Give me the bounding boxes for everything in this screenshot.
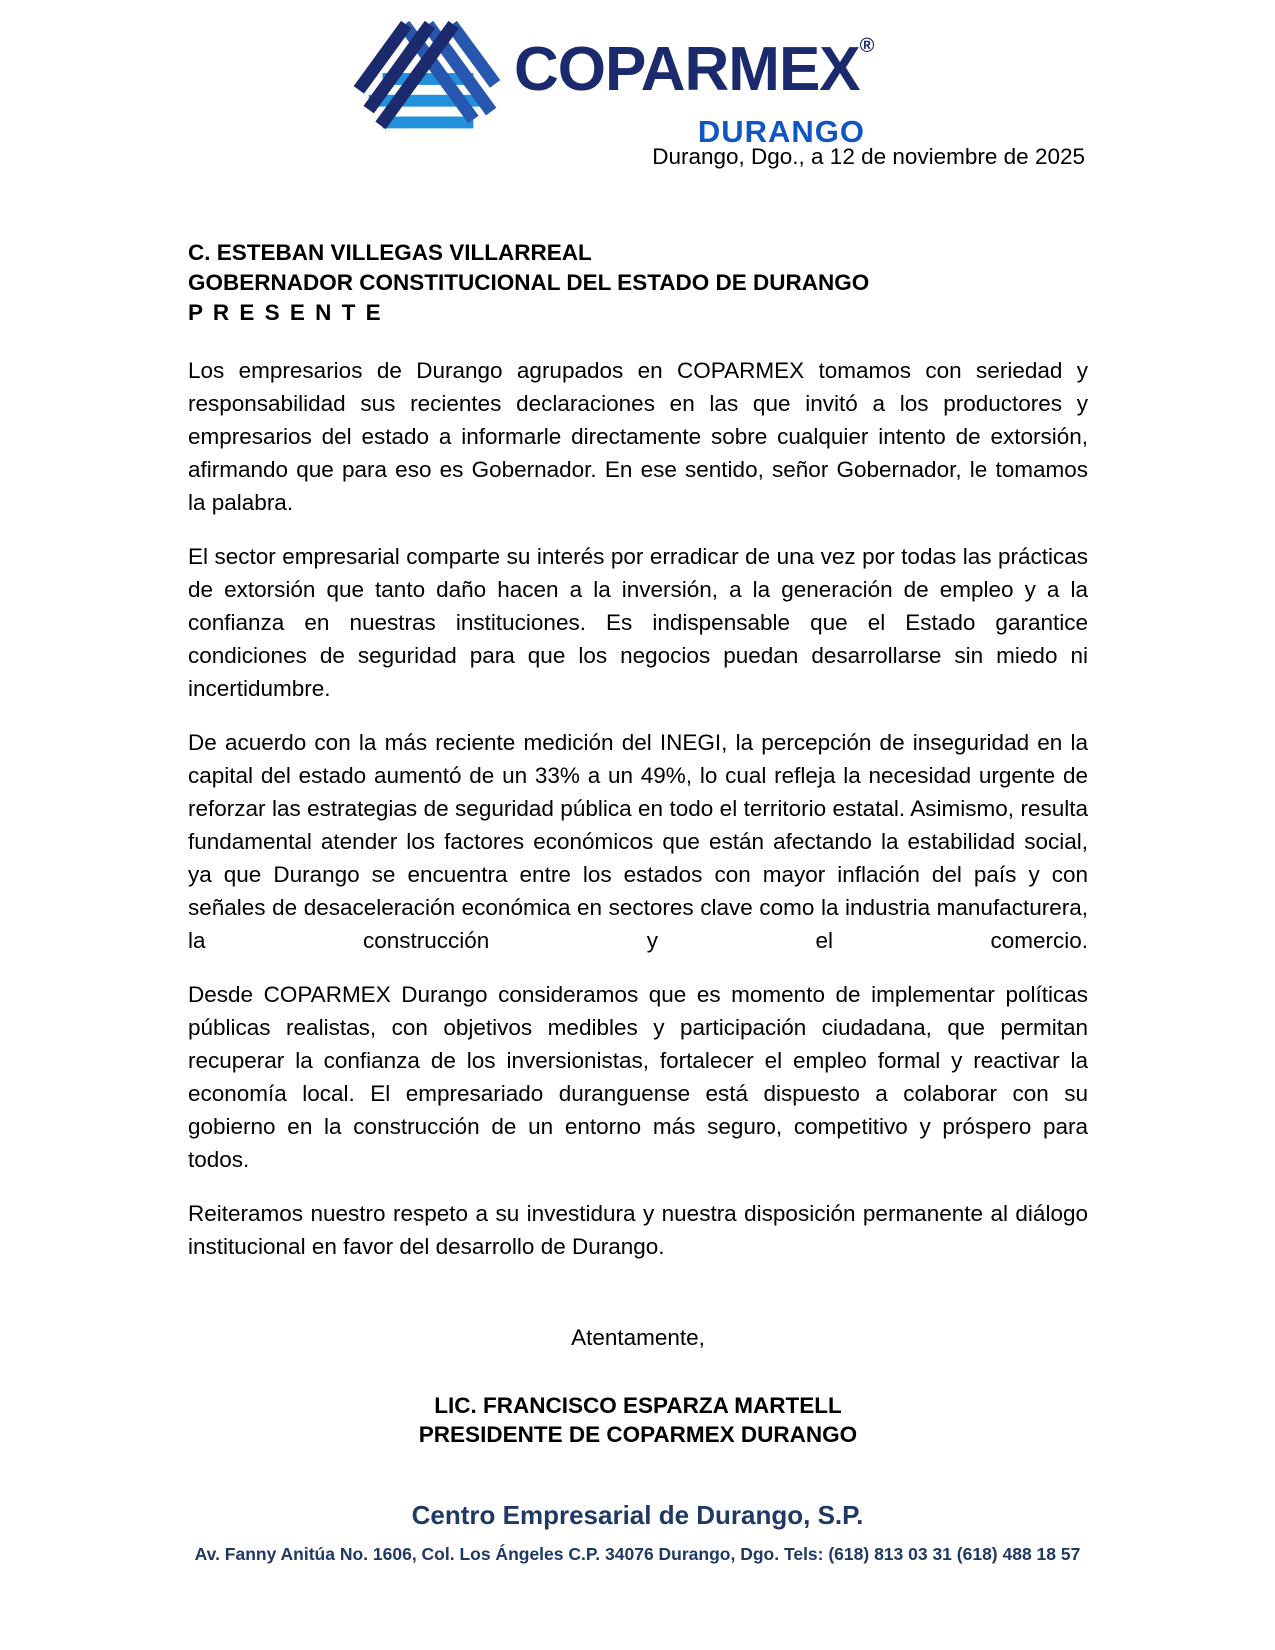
dateline: Durango, Dgo., a 12 de noviembre de 2025 <box>652 144 1085 169</box>
letter-content <box>188 238 1088 1449</box>
recipient-title: GOBERNADOR CONSTITUCIONAL DEL ESTADO DE DURANGO <box>188 270 870 295</box>
letter-paragraph: Reiteramos nuestro respeto a su investidura y nuestra disposición permanente al diálogo institucional en favor del desarrollo de Durango. <box>188 1201 1088 1259</box>
letter-paragraph: Desde COPARMEX Durango consideramos que es momento de implementar políticas públicas realistas, con objetivos medibles y participación ciudadana, que permitan recuperar la confianza de los inversionistas, fortalecer el empleo formal y reactivar la economía local. El empresariado duranguense está dispuesto a colaborar con su gobierno en la construcción de un entorno más seguro, competitivo y próspero para todos. <box>188 982 1088 1172</box>
recipient-block <box>188 238 1088 328</box>
org-name <box>514 35 875 104</box>
registered-trademark-symbol: ® <box>859 35 875 57</box>
signature-block <box>188 1391 1088 1449</box>
org-region: DURANGO <box>697 114 865 149</box>
letterhead <box>0 14 1275 149</box>
letter-paragraph: Los empresarios de Durango agrupados en COPARMEX tomamos con seriedad y responsabilidad sus recientes declaraciones en las que invitó a los productores y empresarios del estado a informarle directamente sobre cualquier intento de extorsión, afirmando que para eso es Gobernador. En ese sentido, señor Gobernador, le tomamos la palabra. <box>188 358 1088 515</box>
org-name-text: COPARMEX <box>514 35 860 104</box>
recipient-salutation: P R E S E N T E <box>188 300 383 325</box>
letter-paragraph: De acuerdo con la más reciente medición del INEGI, la percepción de inseguridad en la capital del estado aumentó de un 33% a un 49%, lo cual refleja la necesidad urgente de reforzar las estrategias de seguridad pública en todo el territorio estatal. Asimismo, resulta fundamental atender los factores económicos que están afectando la estabilidad social, ya que Durango se encuentra entre los estados con mayor inflación del país y con señales de desaceleración económica en sectores clave como la industria manufacturera, la construcción y el comercio. <box>188 730 1088 953</box>
footer-org-name: Centro Empresarial de Durango, S.P. <box>411 1500 864 1530</box>
footer-address: Av. Fanny Anitúa No. 1606, Col. Los Ángeles C.P. 34076 Durango, Dgo. Tels: (618) 813 03 31 (618) 488 18 57 <box>194 1544 1081 1564</box>
recipient-name: C. ESTEBAN VILLEGAS VILLARREAL <box>188 240 592 265</box>
signatory-title: PRESIDENTE DE COPARMEX DURANGO <box>418 1422 858 1447</box>
letter-paragraph: El sector empresarial comparte su interés por erradicar de una vez por todas las prácticas de extorsión que tanto daño hacen a la inversión, a la generación de empleo y a la confianza en nuestras instituciones. Es indispensable que el Estado garantice condiciones de seguridad para que los negocios puedan desarrollarse sin miedo ni incertidumbre. <box>188 544 1088 701</box>
signatory-name: LIC. FRANCISCO ESPARZA MARTELL <box>434 1393 842 1418</box>
valediction: Atentamente, <box>571 1325 705 1350</box>
coparmex-logo-icon <box>345 16 507 140</box>
